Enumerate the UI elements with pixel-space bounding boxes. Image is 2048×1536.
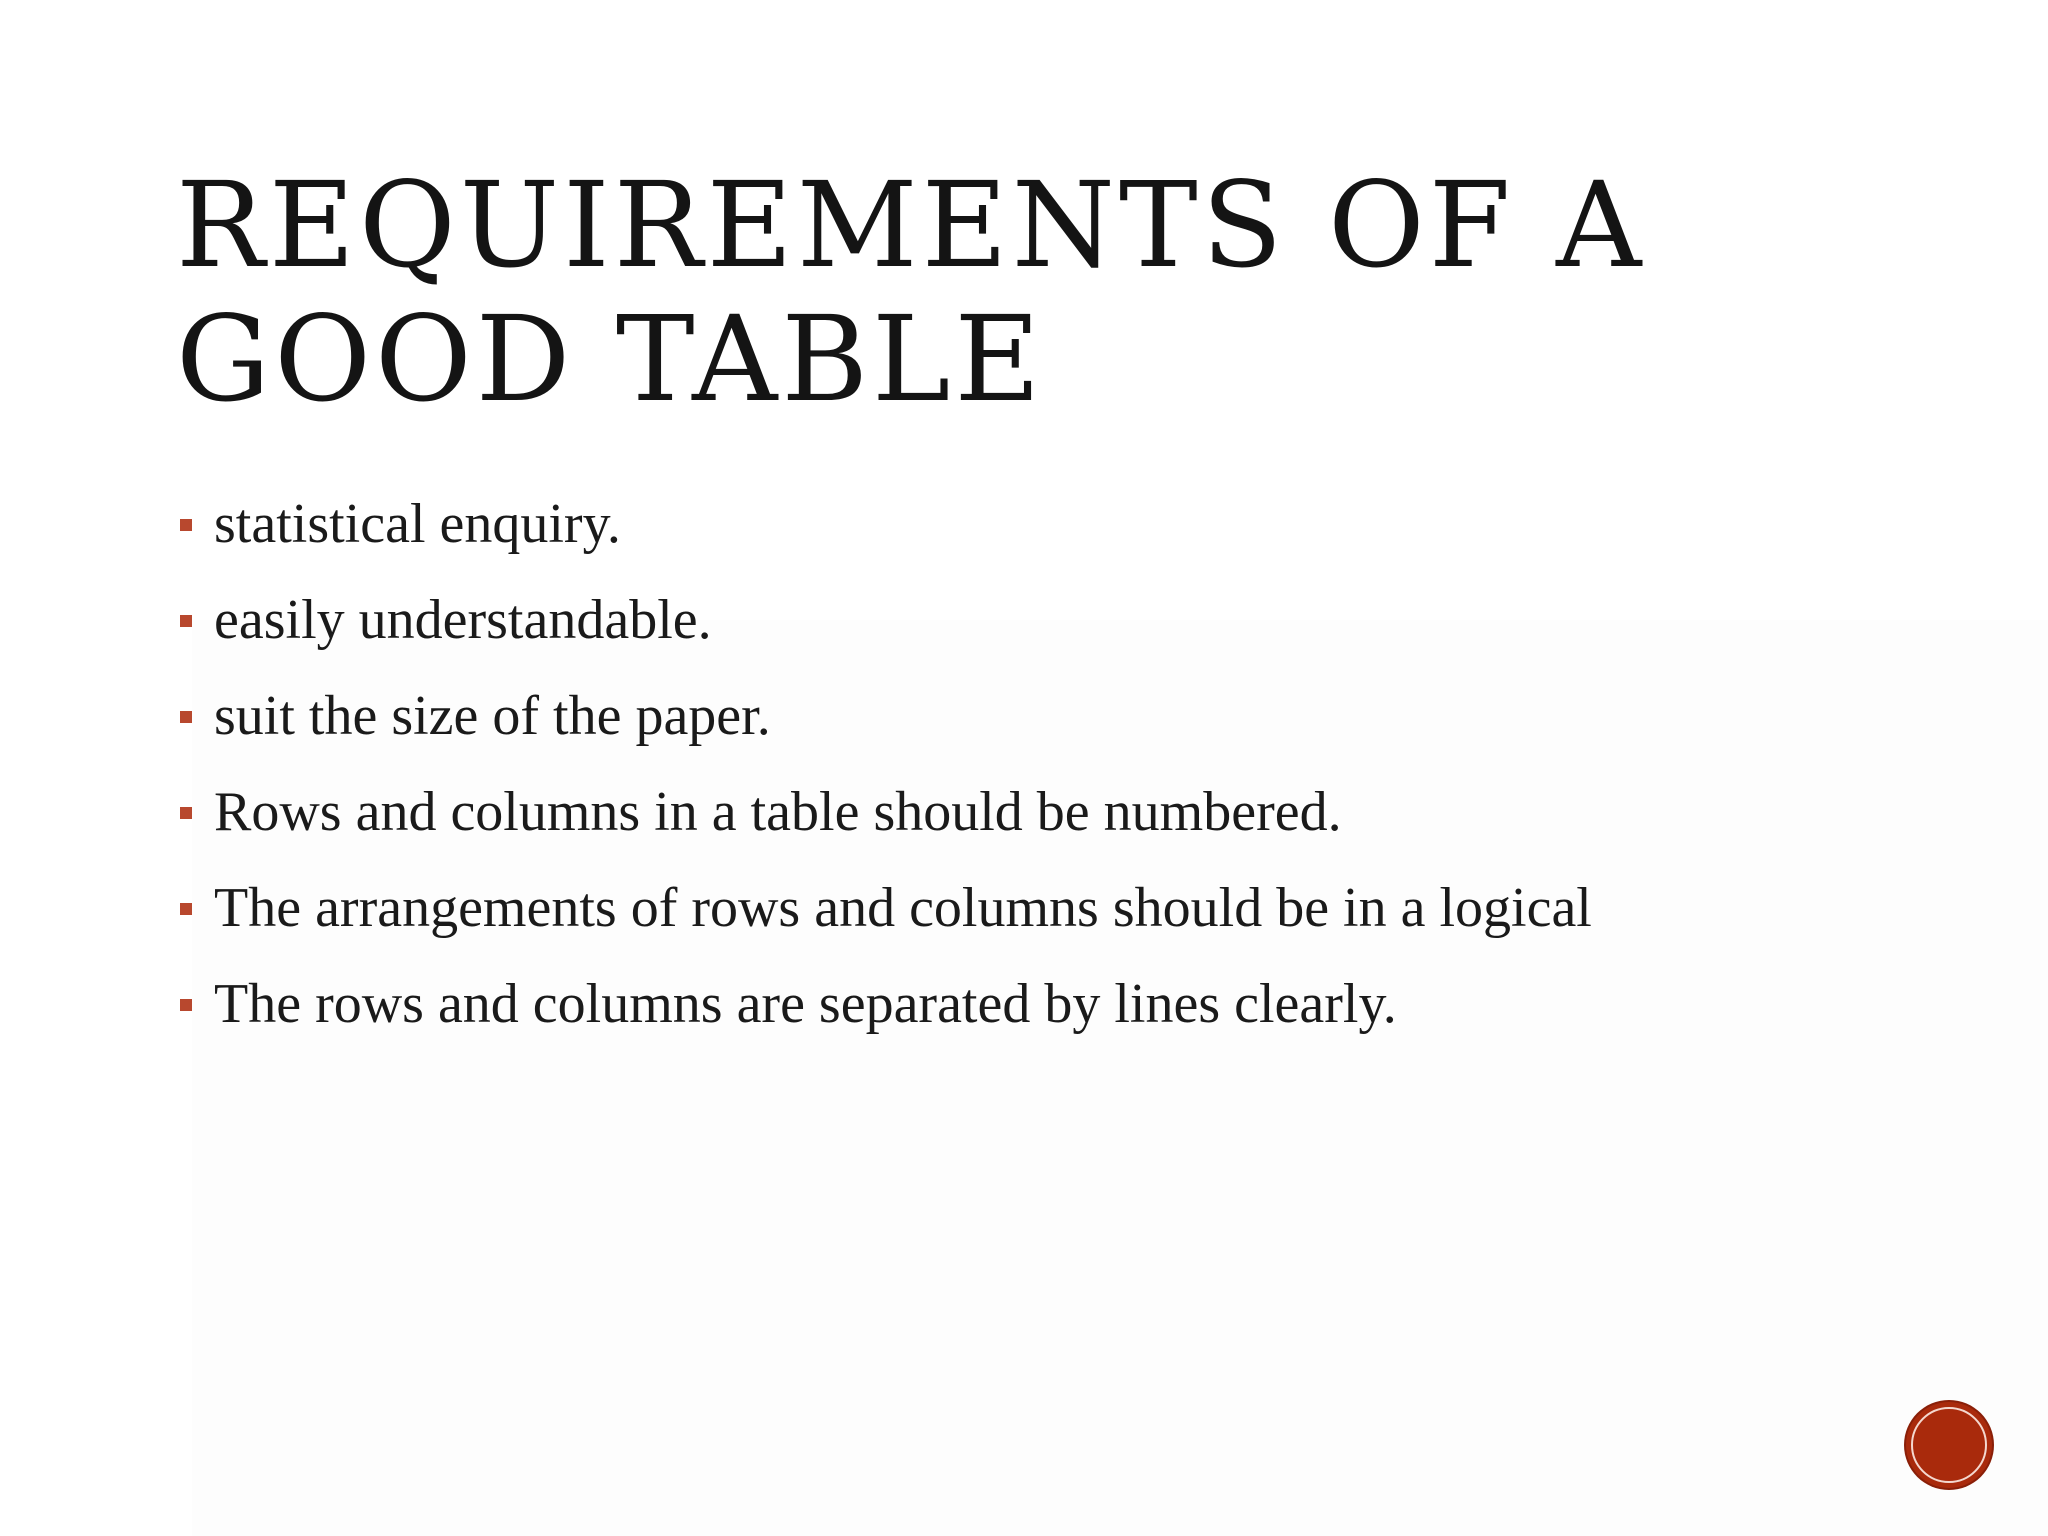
bullet-item	[176, 572, 1976, 668]
bullet-item	[176, 956, 1976, 1052]
bullet-list	[176, 476, 1976, 1052]
bullet-item	[176, 764, 1976, 860]
bullet-text: easily understandable.	[214, 589, 712, 651]
bullet-square-icon	[180, 903, 192, 915]
bullet-text: statistical enquiry.	[214, 493, 621, 555]
bullet-text: The arrangements of rows and columns should be in a logical	[214, 877, 1592, 939]
bullet-item	[176, 860, 1976, 956]
bullet-square-icon	[180, 999, 192, 1011]
bullet-text: suit the size of the paper.	[214, 685, 771, 747]
bullet-square-icon	[180, 807, 192, 819]
bullet-text: Rows and columns in a table should be numbered.	[214, 781, 1342, 843]
slide-title	[176, 158, 1876, 426]
bullet-square-icon	[180, 615, 192, 627]
bullet-text: The rows and columns are separated by lines clearly.	[214, 973, 1397, 1035]
bullet-square-icon	[180, 711, 192, 723]
bullet-item	[176, 476, 1976, 572]
slide-title-line-2: GOOD TABLE	[176, 290, 1045, 428]
bullet-square-icon	[180, 519, 192, 531]
circle-action-button-icon[interactable]	[1906, 1402, 1992, 1488]
slide-title-line-1: REQUIREMENTS OF A	[176, 156, 1646, 294]
button-ring	[1911, 1407, 1987, 1483]
bullet-item	[176, 668, 1976, 764]
